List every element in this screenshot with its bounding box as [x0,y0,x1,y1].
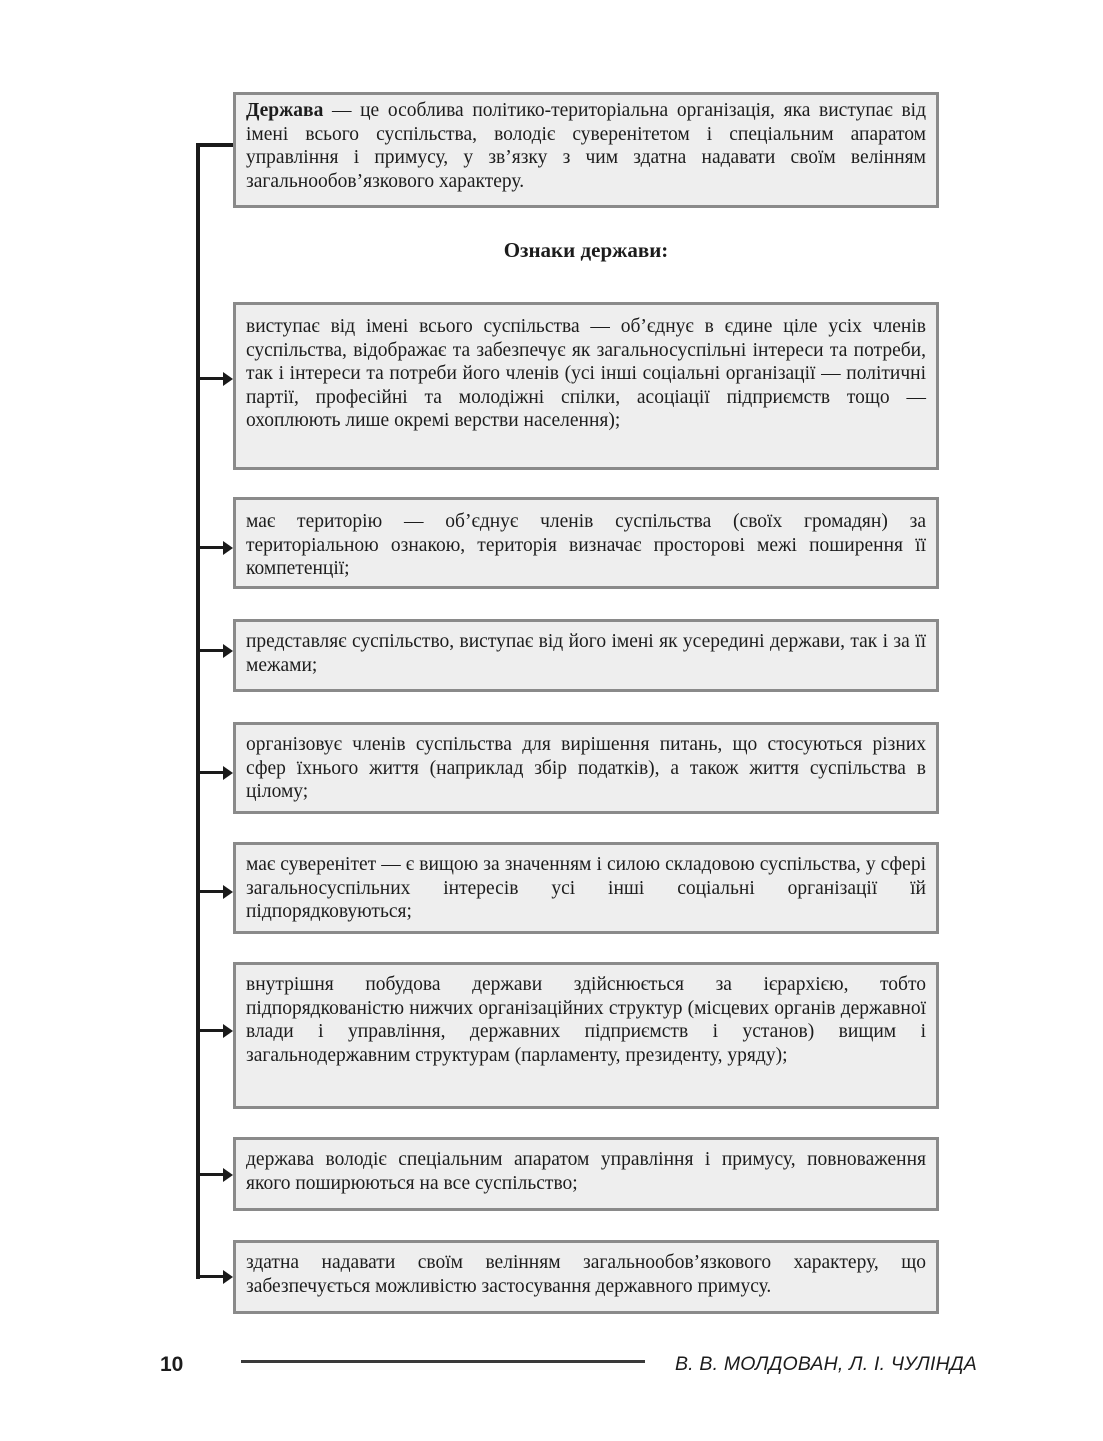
arrow [198,885,233,899]
feature-box [233,1137,939,1211]
arrow [198,766,233,780]
footer-authors: В. В. МОЛДОВАН, Л. І. ЧУЛІНДА [674,1353,977,1375]
feature-box [233,497,939,589]
feature-text: виступає від імені всього суспільства — об’єднує в єдине ціле усіх членів суспільства, відображає та забезпечує як загальносуспільні інтереси та потреби, так і інтереси та потреби його членів (усі інші соціальні організації — політичні партії, професійні та молодіжні спілки, асоціації підприємств тощо — охоплюють лише окремі верстви населення); [246,316,926,432]
definition-box [233,92,939,208]
page-number: 10 [160,1353,184,1376]
features-heading: Ознаки держави: [503,238,669,262]
feature-box [233,842,939,934]
feature-box [233,302,939,470]
feature-box [233,1240,939,1314]
feature-box [233,962,939,1109]
definition-text: — це особлива політико-територіальна організація, яка виступає від імені всього суспільства, володіє суверенітетом і спеціальним апаратом управління і примусу, у зв’язку з чим здатна надавати своїм велінням загальнообов’язкового характеру. [246,100,926,192]
arrow [198,644,233,658]
arrow [198,1270,233,1284]
connector-line [196,144,200,1279]
feature-text: має суверенітет — є вищою за значенням і силою складовою суспільства, у сфері загальносуспільних інтересів усі інші соціальні організації їй підпорядковуються; [246,854,926,923]
feature-box [233,619,939,692]
feature-text: організовує членів суспільства для вирішення питань, що стосуються різних сфер їхнього життя (наприклад збір податків), а також життя суспільства в цілому; [246,734,926,803]
connector-stub [196,143,233,147]
footer-rule [241,1360,645,1363]
arrow [198,1024,233,1038]
definition-term: Держава [246,100,324,121]
arrow [198,1168,233,1182]
arrow [198,541,233,555]
feature-text: здатна надавати своїм велінням загальнообов’язкового характеру, що забезпечується можливістю застосування державного примусу. [246,1252,926,1297]
feature-text: має територію — об’єднує членів суспільства (своїх громадян) за територіальною ознакою, територія визначає просторові межі поширення її компетенції; [246,511,926,580]
feature-text: внутрішня побудова держави здійснюється за ієрархією, тобто підпорядкованістю нижчих організаційних структур (місцевих органів державної влади і управління, державних підприємств і установ) вищим і загальнодержавним структурам (парламенту, президенту, уряду); [246,974,926,1066]
feature-text: держава володіє спеціальним апаратом управління і примусу, повноваження якого поширюються на все суспільство; [246,1149,926,1194]
feature-text: представляє суспільство, виступає від його імені як усередині держави, так і за її межами; [246,631,926,676]
feature-box [233,722,939,814]
arrow [198,372,233,386]
